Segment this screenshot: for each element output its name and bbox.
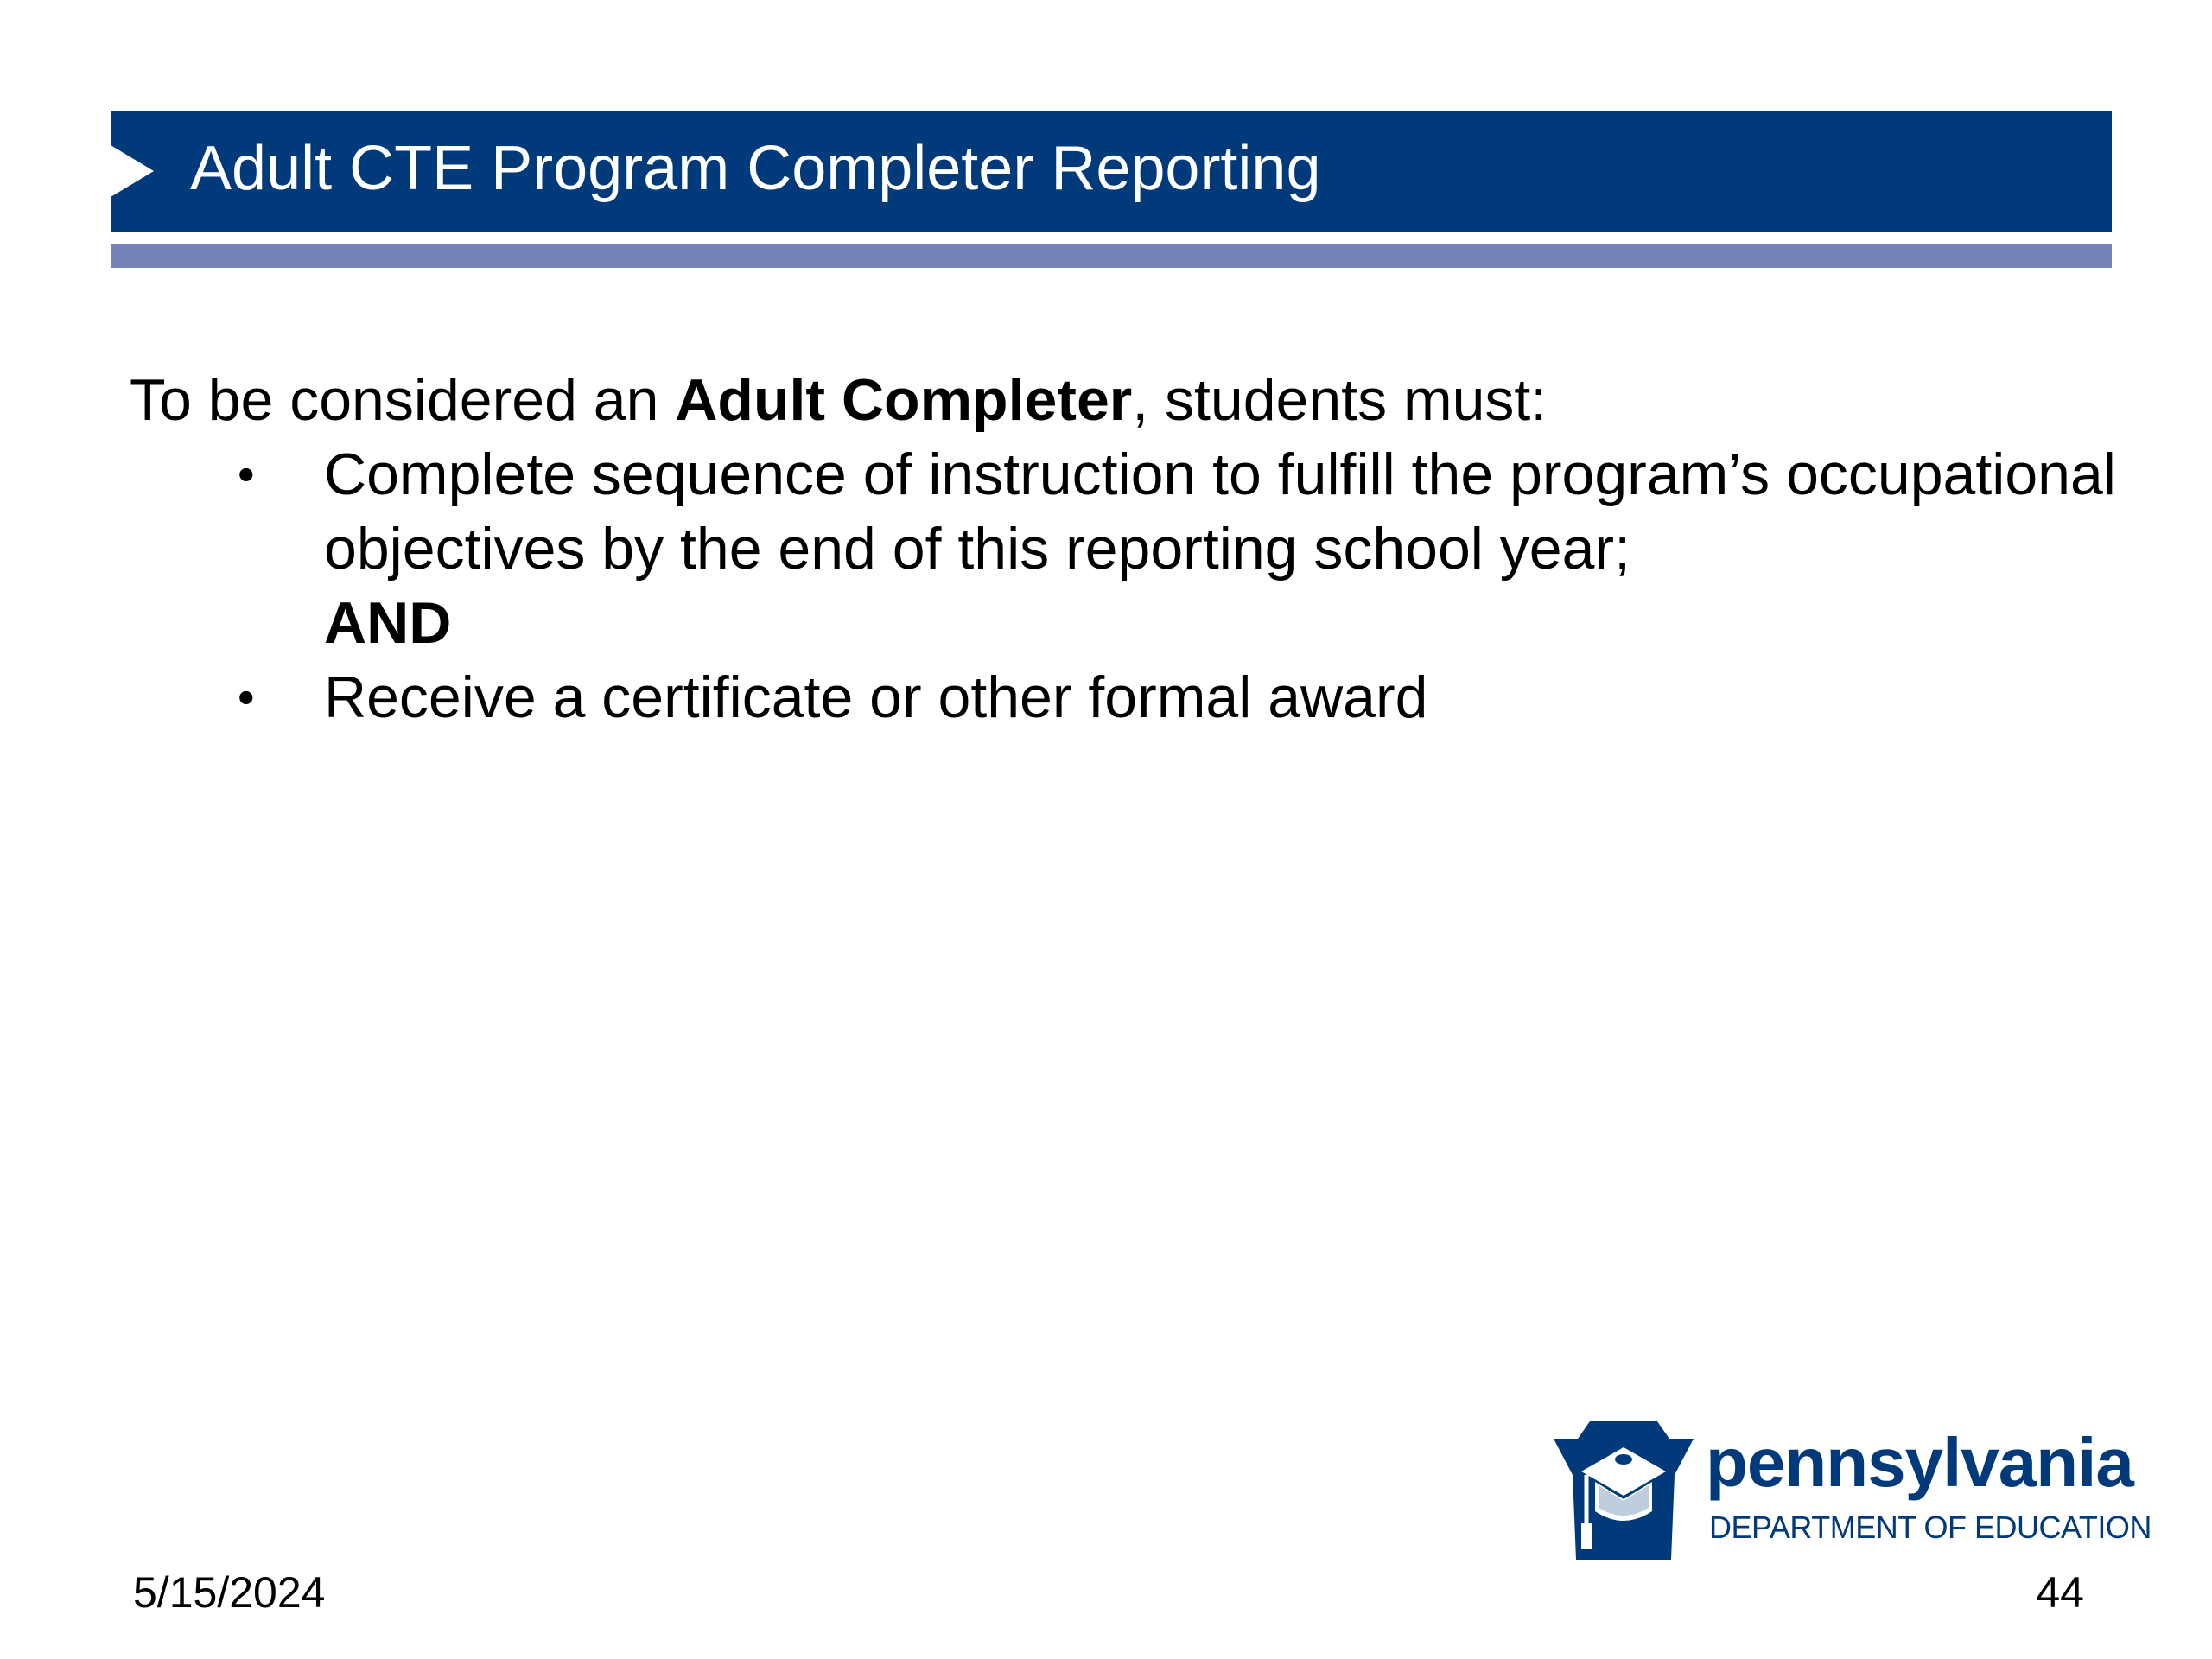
slide-title: Adult CTE Program Completer Reporting [190, 134, 1321, 203]
footer-date: 5/15/2024 [133, 1568, 326, 1617]
title-arrow-icon [111, 145, 154, 197]
accent-rule [111, 244, 2112, 268]
logo-name: pennsylvania [1706, 1424, 2133, 1501]
intro-line [130, 363, 2117, 437]
intro-prefix: To be considered an [130, 367, 676, 433]
slide-body [130, 363, 2117, 734]
bullet-icon: • [238, 447, 255, 501]
bullet-item [130, 660, 2199, 734]
title-bar [111, 111, 2112, 232]
bullet-connector: AND [324, 590, 452, 656]
bullet-list [130, 437, 2117, 734]
keystone-graduation-cap-icon [1554, 1421, 1694, 1560]
bullet-text: Receive a certificate or other formal award [324, 664, 1428, 730]
intro-emphasis: Adult Completer [675, 367, 1133, 433]
bullet-item [130, 437, 2199, 660]
footer-page-number: 44 [2036, 1568, 2084, 1617]
intro-suffix: , students must: [1132, 367, 1548, 433]
pa-education-logo [1554, 1421, 2152, 1568]
bullet-text: Complete sequence of instruction to fulfill the program’s occupational objectives by the end of this reporting school year; [324, 442, 2116, 582]
logo-subtitle: DEPARTMENT OF EDUCATION [1709, 1510, 2152, 1545]
bullet-icon: • [238, 670, 255, 724]
